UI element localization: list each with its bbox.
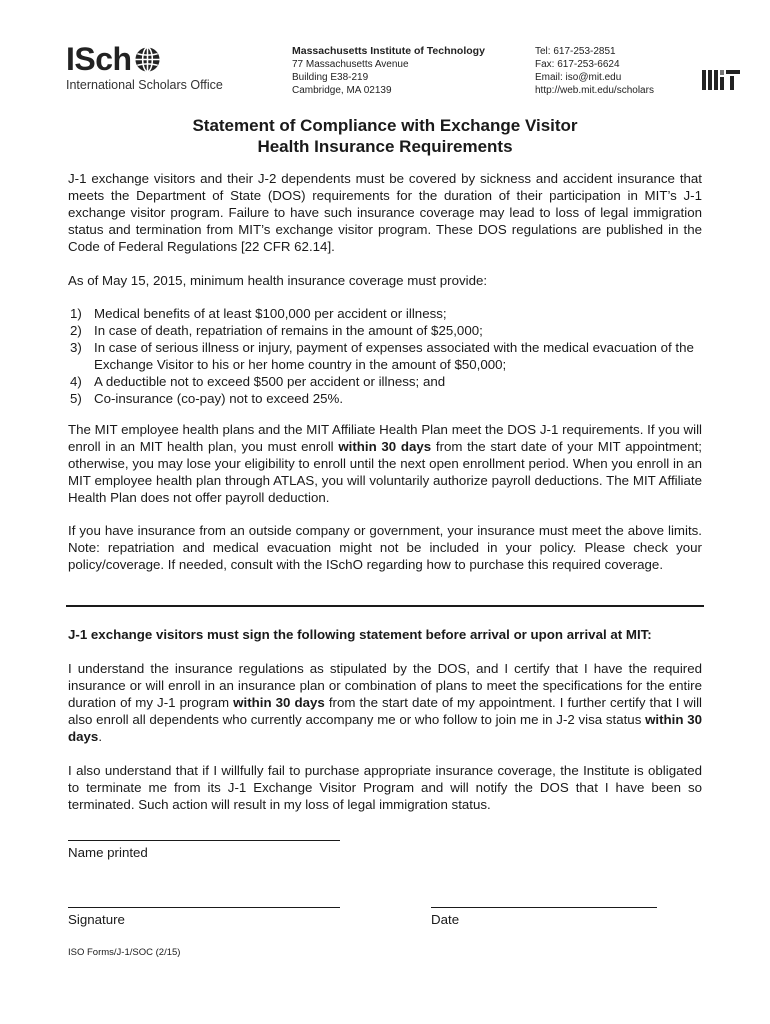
coverage-intro: As of May 15, 2015, minimum health insurance coverage must provide: <box>68 273 488 288</box>
emphasis-text: within 30 days <box>233 695 325 710</box>
address-line: Cambridge, MA 02139 <box>292 85 392 96</box>
emphasis-text: within 30 days <box>338 439 432 454</box>
contact-web: http://web.mit.edu/scholars <box>535 85 654 96</box>
institution-name: Massachusetts Institute of Technology <box>292 45 485 57</box>
sign-instruction: J-1 exchange visitors must sign the following statement before arrival or upon arrival at MIT: <box>68 627 652 642</box>
logo-word-text: ISch <box>66 41 132 77</box>
signature-line[interactable] <box>68 907 340 908</box>
mit-plans-paragraph <box>68 421 702 506</box>
document-title <box>0 115 770 157</box>
list-text: Medical benefits of at least $100,000 per accident or illness; <box>94 306 447 321</box>
contact-tel: Tel: 617-253-2851 <box>535 46 616 57</box>
list-text: Co-insurance (co-pay) not to exceed 25%. <box>94 391 344 406</box>
list-item <box>68 322 702 339</box>
logo-wordmark <box>66 42 246 76</box>
name-printed-line[interactable] <box>68 840 340 841</box>
list-number: 4) <box>70 374 82 389</box>
certification-paragraph <box>68 660 702 745</box>
requirements-list <box>68 305 702 407</box>
mit-logo <box>702 70 740 90</box>
signature-label: Signature <box>68 912 125 927</box>
list-text: In case of death, repatriation of remains in the amount of $25,000; <box>94 323 483 338</box>
ischo-logo <box>66 42 246 92</box>
emphasis-text: within 30 days <box>68 712 702 744</box>
intro-paragraph: J-1 exchange visitors and their J-2 dependents must be covered by sickness and accident insurance that meets the Department of State (DOS) requirements for the duration of their participation in MIT’s J-1 exchange visitor program. Failure to have such insurance coverage may lead to loss of legal immigration status and termination from MIT’s exchange visitor program. These DOS regulations are published in the Code of Federal Regulations [22 CFR 62.14]. <box>68 171 702 254</box>
list-number: 3) <box>70 340 82 355</box>
list-text: A deductible not to exceed $500 per accident or illness; and <box>94 374 446 389</box>
contact-info <box>535 45 654 97</box>
text-run: The MIT employee health plans and the MIT Affiliate Health Plan meet the DOS J-1 requirements. If you will enroll in an MIT health plan, you must enroll <box>68 422 702 454</box>
section-divider <box>66 605 704 607</box>
contact-fax: Fax: 617-253-6624 <box>535 59 620 70</box>
text-run: from the start date of your MIT appointment; otherwise, you may lose your eligibility to enroll until the next open enrollment period. When you enroll in an MIT employee health plan through ATLAS, you will voluntarily authorize payroll deductions. The MIT Affiliate Health Plan does not offer payroll deduction. <box>68 439 702 505</box>
title-line-2: Health Insurance Requirements <box>257 137 513 156</box>
form-identifier: ISO Forms/J-1/SOC (2/15) <box>68 947 181 958</box>
list-text: In case of serious illness or injury, payment of expenses associated with the medical evacuation of the Exchange Visitor to his or her home country in the amount of $50,000; <box>94 340 694 372</box>
address-line: 77 Massachusetts Avenue <box>292 59 409 70</box>
list-number: 1) <box>70 306 82 321</box>
text-run: . <box>98 729 103 744</box>
termination-paragraph: I also understand that if I willfully fail to purchase appropriate insurance coverage, the Institute is obligated to terminate me from its J-1 Exchange Visitor Program and will notify the DOS that I have been so terminated. Such action will result in my loss of legal immigration status. <box>68 763 702 812</box>
institution-address <box>292 45 485 97</box>
outside-insurance-paragraph: If you have insurance from an outside company or government, your insurance must meet the above limits. Note: repatriation and medical evacuation might not be included in your policy. Please check your policy/coverage. If needed, consult with the ISchO regarding how to purchase this required coverage. <box>68 523 702 572</box>
list-item <box>68 305 702 322</box>
name-printed-label: Name printed <box>68 845 148 860</box>
list-item <box>68 373 702 390</box>
list-number: 2) <box>70 323 82 338</box>
contact-email: Email: iso@mit.edu <box>535 72 622 83</box>
logo-subtitle: International Scholars Office <box>66 78 223 92</box>
globe-icon <box>134 46 161 73</box>
title-line-1: Statement of Compliance with Exchange Visitor <box>192 116 578 135</box>
text-run: from the start date of my appointment. I further certify that I will also enroll all dependents who currently accompany me or who follow to join me in J-2 visa status <box>68 695 702 727</box>
list-item <box>68 390 702 407</box>
date-label: Date <box>431 912 460 927</box>
date-line[interactable] <box>431 907 657 908</box>
text-run: I understand the insurance regulations as stipulated by the DOS, and I certify that I have the required insurance or will enroll in an insurance plan or combination of plans to meet the specifications for the entire duration of my J-1 program <box>68 661 702 710</box>
address-line: Building E38-219 <box>292 72 369 83</box>
list-item <box>68 339 702 373</box>
list-number: 5) <box>70 391 82 406</box>
